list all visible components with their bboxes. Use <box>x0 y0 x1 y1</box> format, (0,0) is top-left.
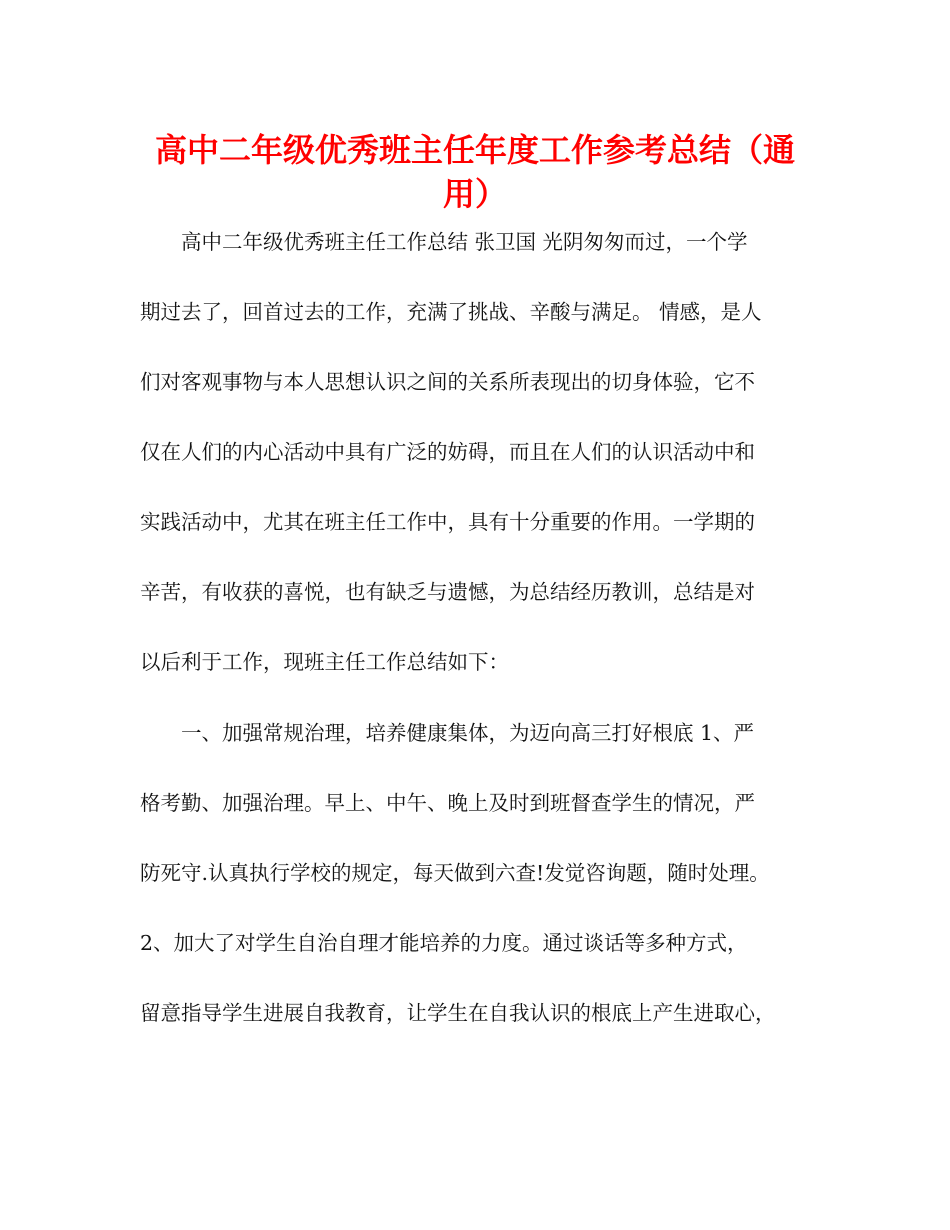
body-text-line: 辛苦，有收获的喜悦，也有缺乏与遗憾，为总结经历教训，总结是对 <box>140 580 755 604</box>
body-text-line: 高中二年级优秀班主任工作总结 张卫国 光阴匆匆而过，一个学 <box>140 230 748 254</box>
body-text-line: 实践活动中，尤其在班主任工作中，具有十分重要的作用。一学期的 <box>140 510 755 534</box>
body-text-line: 以后利于工作，现班主任工作总结如下： <box>140 650 509 674</box>
body-text-line: 防死守.认真执行学校的规定，每天做到六查!发觉咨询题，随时处理。 <box>140 861 770 885</box>
body-text-line: 格考勤、加强治理。早上、中午、晚上及时到班督查学生的情况，严 <box>140 791 755 815</box>
document-title-line-2: 用） <box>442 175 507 213</box>
document-title-line-1: 高中二年级优秀班主任年度工作参考总结（通 <box>154 131 795 169</box>
body-text-line: 仅在人们的内心活动中具有广泛的妨碍，而且在人们的认识活动中和 <box>140 440 755 464</box>
body-text-line: 一、加强常规治理，培养健康集体，为迈向高三打好根底 1、严 <box>140 721 755 745</box>
body-text-line: 们对客观事物与本人思想认识之间的关系所表现出的切身体验，它不 <box>140 370 755 394</box>
body-text-line: 期过去了，回首过去的工作，充满了挑战、辛酸与满足。 情感，是人 <box>140 300 762 324</box>
body-text-line: 2、加大了对学生自治自理才能培养的力度。通过谈话等多种方式， <box>140 931 748 955</box>
body-text-line: 留意指导学生进展自我教育，让学生在自我认识的根底上产生进取心， <box>140 1001 776 1025</box>
